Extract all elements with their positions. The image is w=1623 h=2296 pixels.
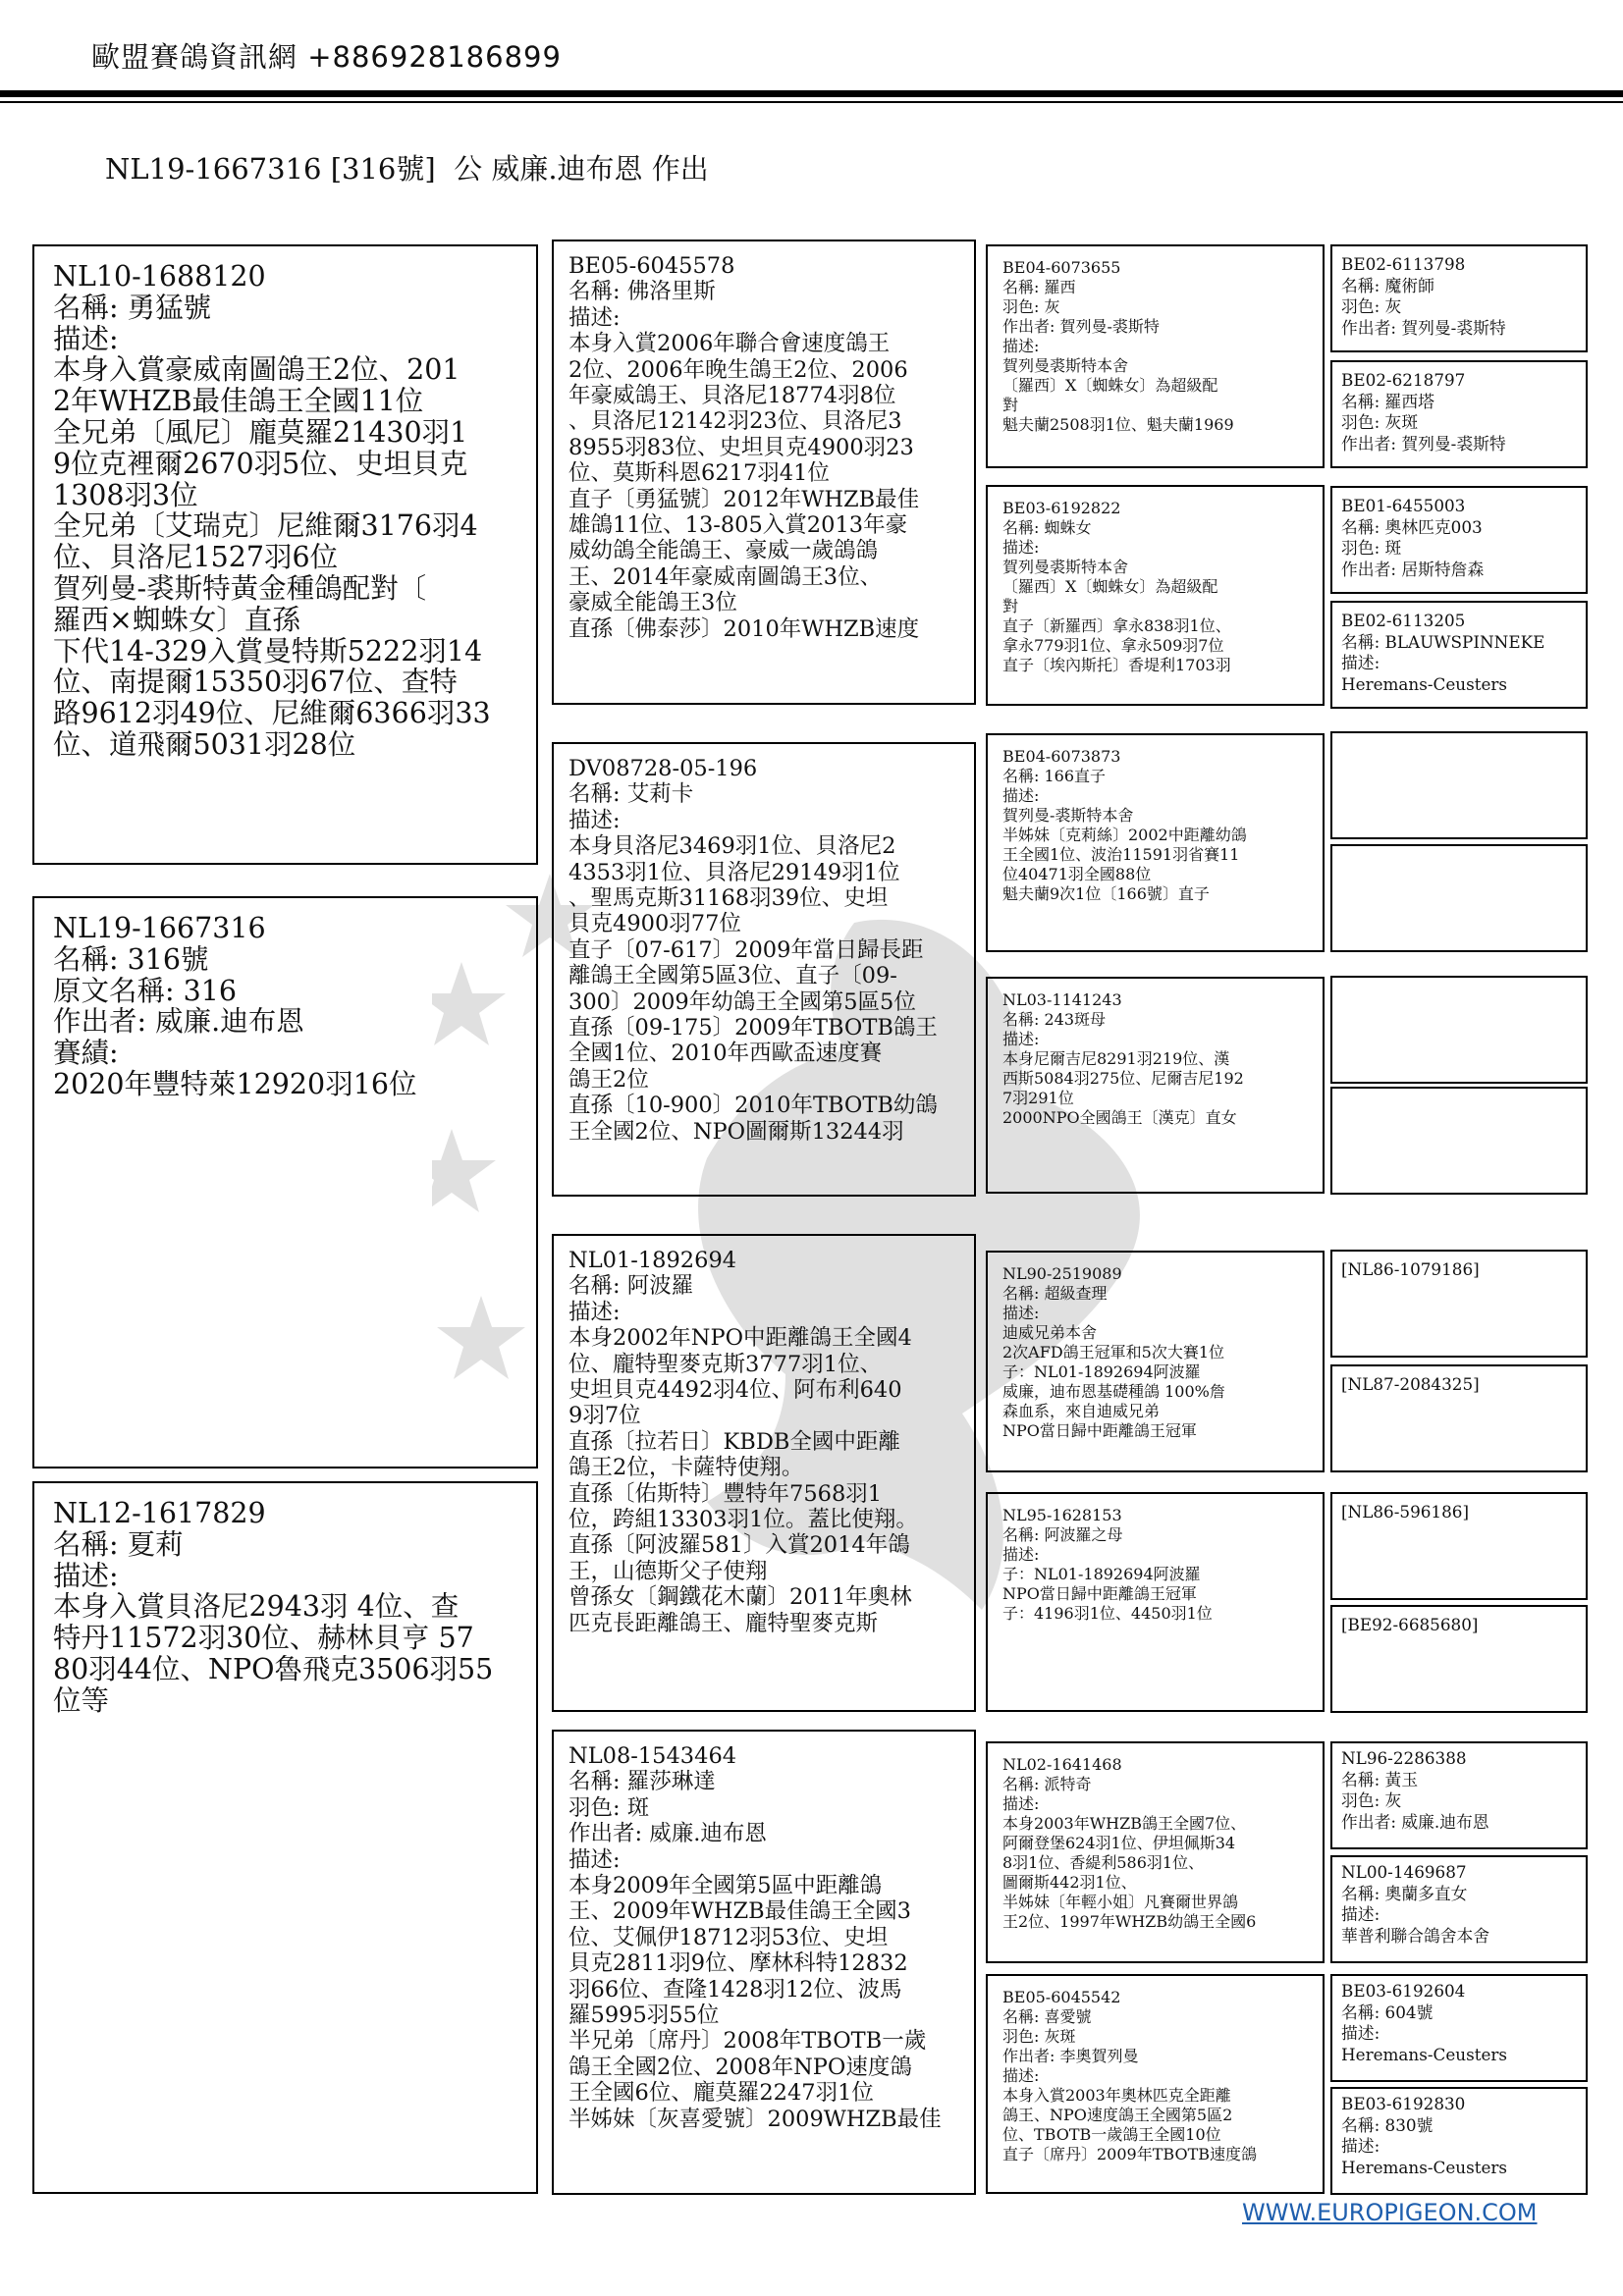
- pedigree-line: 匹克長距離鴿王、龐特聖麥克斯: [568, 1610, 879, 1636]
- pedigree-line: 賀列曼-裘斯特黃金種鴿配對〔: [53, 571, 427, 605]
- pedigree-line: 直子〔席丹〕2009年TBOTB速度鴿: [1002, 2145, 1257, 2163]
- pedigree-line: 阿爾登堡624羽1位、伊坦佩斯34: [1002, 1834, 1236, 1852]
- pedigree-line: 名稱: 羅西: [1002, 278, 1076, 296]
- pedigree-line: 直孫〔09-175〕2009年TBOTB鴿王: [568, 1015, 938, 1041]
- pedigree-line: 作出者: 賀列曼-裘斯特: [1341, 433, 1506, 454]
- pedigree-line: 8羽1位、香緹利586羽1位、: [1002, 1853, 1205, 1872]
- pedigree-line: 名稱: BLAUWSPINNEKE: [1341, 631, 1545, 652]
- pedigree-box-dsdd: [1330, 1605, 1588, 1713]
- pedigree-line: BE02-6113798: [1341, 254, 1466, 274]
- pedigree-line: BE04-6073655: [1002, 258, 1121, 277]
- pedigree-line: 直孫〔阿波羅581〕入賞2014年鴿: [568, 1532, 910, 1559]
- pedigree-line: 名稱: 超級查理: [1002, 1284, 1108, 1303]
- pedigree-box-sire-dam: [552, 742, 976, 1197]
- pedigree-line: 本身2002年NPO中距離鴿王全國4: [568, 1325, 912, 1352]
- pedigree-line: 8955羽83位、史坦貝克4900羽23: [568, 434, 914, 460]
- site-header: 歐盟賽鴿資訊網 +886928186899: [91, 40, 562, 74]
- pedigree-line: NL12-1617829: [53, 1497, 266, 1529]
- pedigree-line: 作出者: 威廉.迪布恩: [53, 1005, 304, 1039]
- pedigree-line: 描述:: [568, 807, 621, 833]
- pedigree-line: 魁夫蘭2508羽1位、魁夫蘭1969: [1002, 415, 1234, 434]
- pedigree-box-ddds: [1330, 1974, 1588, 2082]
- pedigree-line: 、聖馬克斯31168羽39位、史坦: [568, 885, 889, 912]
- pedigree-box-ssss: [1330, 244, 1588, 352]
- pedigree-line: 〔羅西〕X〔蜘蛛女〕為超級配: [1002, 376, 1218, 395]
- pedigree-line: 迪威兄弟本舍: [1002, 1323, 1098, 1342]
- pedigree-box-sdsd: [1330, 844, 1588, 952]
- pedigree-line: 子：4196羽1位、4450羽1位: [1002, 1604, 1213, 1623]
- pedigree-line: 羅5995羽55位: [568, 2002, 720, 2029]
- pedigree-line: Heremans-Ceusters: [1341, 2157, 1508, 2177]
- pedigree-line: 2年WHZB最佳鴿王全國11位: [53, 385, 424, 418]
- pedigree-title: NL19-1667316 [316號] 公 威廉.迪布恩 作出: [105, 152, 709, 186]
- pedigree-box-dsds: [1330, 1492, 1588, 1600]
- pedigree-line: 羅西×蜘蛛女〕直孫: [53, 603, 300, 636]
- pedigree-line: 位、貝洛尼1527羽6位: [53, 541, 339, 574]
- pedigree-line: 名稱: 243斑母: [1002, 1010, 1107, 1029]
- pedigree-line: 王2位、1997年WHZB幼鴿王全國6: [1002, 1912, 1257, 1931]
- pedigree-line: NL01-1892694: [568, 1248, 737, 1273]
- pedigree-line: 名稱: 830號: [1341, 2114, 1434, 2135]
- pedigree-line: 賽績:: [53, 1037, 119, 1070]
- pedigree-line: BE05-6045578: [568, 253, 735, 279]
- pedigree-line: 羽色: 灰: [1341, 1790, 1402, 1810]
- pedigree-line: 名稱: 喜愛號: [1002, 2007, 1092, 2026]
- pedigree-line: [BE92-6685680]: [1341, 1615, 1479, 1634]
- pedigree-line: Heremans-Ceusters: [1341, 673, 1508, 694]
- pedigree-box-dddd: [1330, 2087, 1588, 2195]
- pedigree-line: 描述:: [568, 1846, 621, 1873]
- pedigree-line: 本身貝洛尼3469羽1位、貝洛尼2: [568, 833, 896, 860]
- pedigree-line: 直子〔新羅西〕拿永838羽1位、: [1002, 616, 1231, 635]
- pedigree-line: BE02-6113205: [1341, 611, 1466, 630]
- pedigree-line: 貝克2811羽9位、摩林科特12832: [568, 1950, 908, 1977]
- pedigree-box-dds: [986, 1741, 1325, 1963]
- pedigree-line: 雄鴿11位、13-805入賞2013年豪: [568, 512, 908, 539]
- pedigree-line: 羽色: 斑: [1341, 538, 1402, 558]
- pedigree-line: BE05-6045542: [1002, 1988, 1121, 2006]
- pedigree-line: 子：NL01-1892694阿波羅: [1002, 1362, 1201, 1381]
- pedigree-line: 直孫〔佛泰莎〕2010年WHZB速度: [568, 615, 920, 642]
- pedigree-line: 描述:: [1002, 786, 1040, 805]
- pedigree-line: 西斯5084羽275位、尼爾吉尼192: [1002, 1069, 1244, 1088]
- pedigree-line: 80羽44位、NPO魯飛克3506羽55: [53, 1652, 494, 1685]
- pedigree-line: 年豪威鴿王、貝洛尼18774羽8位: [568, 383, 896, 409]
- pedigree-line: 作出者: 李奧賀列曼: [1002, 2047, 1139, 2065]
- pedigree-line: 半姊妹〔年輕小姐〕凡賽爾世界鴿: [1002, 1893, 1239, 1911]
- pedigree-line: NL19-1667316: [53, 912, 266, 944]
- pedigree-line: 羽色: 灰: [1341, 296, 1402, 316]
- pedigree-line: 華普利聯合鴿舍本舍: [1341, 1925, 1490, 1946]
- pedigree-line: 直孫〔拉若日〕KBDB全國中距離: [568, 1428, 900, 1455]
- pedigree-line: 羽色: 灰斑: [1341, 412, 1419, 432]
- pedigree-line: 位，跨組13303羽1位。蓋比使翔。: [568, 1507, 918, 1533]
- pedigree-line: 、貝洛尼12142羽23位、貝洛尼3: [568, 408, 902, 435]
- pedigree-line: 路9612羽49位、尼維爾6366羽33: [53, 697, 491, 730]
- pedigree-line: 作出者: 賀列曼-裘斯特: [1002, 317, 1160, 336]
- pedigree-line: 半姊妹〔克莉絲〕2002中距離幼鴿: [1002, 826, 1247, 844]
- header-rule-thin: [0, 101, 1623, 103]
- pedigree-line: 賀列曼-裘斯特本舍: [1002, 806, 1134, 825]
- pedigree-line: NPO當日歸中距離鴿王冠軍: [1002, 1584, 1197, 1603]
- pedigree-line: 圖爾斯442羽1位、: [1002, 1873, 1137, 1892]
- pedigree-box-subject: [32, 896, 538, 1468]
- pedigree-line: 直孫〔佑斯特〕豐特年7568羽1: [568, 1480, 883, 1507]
- pedigree-box-dsd: [986, 1492, 1325, 1712]
- pedigree-line: 2000NPO全國鴿王〔漢克〕直女: [1002, 1108, 1237, 1127]
- pedigree-box-ddss: [1330, 1741, 1588, 1849]
- pedigree-line: 鴿王全國2位、2008年NPO速度鴿: [568, 2054, 912, 2080]
- pedigree-box-dssd: [1330, 1364, 1588, 1472]
- pedigree-line: 描述:: [1002, 1794, 1040, 1813]
- pedigree-line: 名稱: 奧林匹克003: [1341, 516, 1483, 537]
- pedigree-line: 作出者: 威廉.迪布恩: [1341, 1811, 1489, 1832]
- pedigree-line: 名稱: 166直子: [1002, 767, 1107, 785]
- pedigree-line: 本身入賞貝洛尼2943羽 4位、查: [53, 1590, 460, 1624]
- pedigree-line: 名稱: 阿波羅之母: [1002, 1525, 1123, 1544]
- pedigree-line: 鴿王2位，卡薩特使翔。: [568, 1455, 804, 1481]
- pedigree-line: 賀列曼裘斯特本舍: [1002, 356, 1129, 375]
- pedigree-line: 史坦貝克4492羽4位、阿布利640: [568, 1377, 902, 1404]
- pedigree-line: 位、龐特聖麥克斯3777羽1位、: [568, 1351, 883, 1377]
- pedigree-line: 名稱: 佛洛里斯: [568, 279, 716, 305]
- pedigree-line: 1308羽3位: [53, 478, 198, 511]
- pedigree-line: [NL87-2084325]: [1341, 1374, 1480, 1394]
- pedigree-line: 貝克4900羽77位: [568, 911, 741, 937]
- pedigree-line: [NL86-596186]: [1341, 1502, 1470, 1522]
- pedigree-line: NL03-1141243: [1002, 990, 1122, 1009]
- pedigree-line: BE03-6192830: [1341, 2094, 1466, 2113]
- pedigree-line: 離鴿王全國第5區3位、直子〔09-: [568, 963, 897, 989]
- pedigree-line: 描述:: [53, 322, 119, 355]
- pedigree-line: 〔羅西〕X〔蜘蛛女〕為超級配: [1002, 577, 1218, 596]
- pedigree-line: NL00-1469687: [1341, 1862, 1467, 1882]
- pedigree-line: 王全國1位、波治11591羽省賽11: [1002, 845, 1240, 864]
- pedigree-box-dam-sire: [552, 1234, 976, 1712]
- pedigree-line: 名稱: 604號: [1341, 2002, 1434, 2022]
- pedigree-line: 對: [1002, 396, 1019, 414]
- pedigree-line: 描述:: [1341, 2023, 1380, 2043]
- pedigree-line: 位、TBOTB一歲鴿王全國10位: [1002, 2125, 1221, 2144]
- pedigree-line: 王、2014年豪威南圖鴿王3位、: [568, 563, 883, 590]
- pedigree-line: 9位克裡爾2670羽5位、史坦貝克: [53, 447, 468, 480]
- pedigree-line: 王、2009年WHZB最佳鴿王全國3: [568, 1898, 911, 1925]
- pedigree-box-sdss: [1330, 731, 1588, 839]
- pedigree-line: NL96-2286388: [1341, 1748, 1467, 1768]
- pedigree-line: 本身入賞豪威南圖鴿王2位、201: [53, 353, 460, 387]
- pedigree-box-ssd: [986, 485, 1325, 706]
- pedigree-line: 羽66位、查隆1428羽12位、波馬: [568, 1976, 902, 2002]
- pedigree-line: 特丹11572羽30位、赫林貝亨 57: [53, 1622, 474, 1655]
- pedigree-line: 名稱: 羅莎琳達: [568, 1769, 716, 1795]
- pedigree-line: 本身2003年WHZB鴿王全國7位、: [1002, 1814, 1247, 1833]
- pedigree-line: 描述:: [568, 1299, 621, 1325]
- pedigree-line: 鴿王、NPO速度鴿王全國第5區2: [1002, 2106, 1233, 2124]
- pedigree-line: 直孫〔10-900〕2010年TBOTB幼鴿: [568, 1093, 938, 1119]
- pedigree-line: 300〕2009年幼鴿王全國第5區5位: [568, 988, 916, 1015]
- pedigree-line: 曾孫女〔鋼鐵花木蘭〕2011年奧林: [568, 1584, 912, 1611]
- pedigree-box-dss: [986, 1251, 1325, 1472]
- pedigree-line: 王全國6位、龐莫羅2247羽1位: [568, 2080, 874, 2107]
- pedigree-line: 2位、2006年晚生鴿王2位、2006: [568, 356, 908, 383]
- pedigree-line: NL08-1543464: [568, 1743, 737, 1769]
- pedigree-line: 名稱: 316號: [53, 942, 209, 976]
- pedigree-box-ssdd: [1330, 601, 1588, 709]
- pedigree-line: 對: [1002, 597, 1019, 615]
- pedigree-line: 7羽291位: [1002, 1089, 1074, 1107]
- header-rule-thick: [0, 90, 1623, 97]
- pedigree-line: 直子〔埃內斯托〕香堤利1703羽: [1002, 656, 1231, 674]
- pedigree-line: 名稱: 黃玉: [1341, 1769, 1419, 1789]
- pedigree-line: 名稱: 羅西塔: [1341, 391, 1434, 411]
- pedigree-line: 羽色: 灰: [1002, 297, 1060, 316]
- pedigree-line: 位、艾佩伊18712羽53位、史坦: [568, 1924, 889, 1950]
- pedigree-line: 全兄弟〔艾瑞克〕尼維爾3176羽4: [53, 509, 478, 543]
- pedigree-line: 直子〔07-617〕2009年當日歸長距: [568, 936, 924, 963]
- pedigree-box-sddd: [1330, 1087, 1588, 1195]
- pedigree-line: 賀列曼裘斯特本舍: [1002, 558, 1129, 576]
- pedigree-line: BE01-6455003: [1341, 496, 1466, 515]
- pedigree-line: 描述:: [1002, 337, 1040, 355]
- pedigree-line: 原文名稱: 316: [53, 974, 238, 1007]
- pedigree-line: 本身入賞2006年聯合會速度鴿王: [568, 331, 891, 357]
- pedigree-line: 名稱: 魔術師: [1341, 275, 1434, 295]
- pedigree-line: 描述:: [1002, 2066, 1040, 2085]
- pedigree-line: 鴿王2位: [568, 1066, 649, 1093]
- pedigree-line: 位等: [53, 1683, 110, 1717]
- pedigree-line: 本身2009年全國第5區中距離鴿: [568, 1873, 883, 1899]
- pedigree-line: 描述:: [1002, 1545, 1040, 1564]
- pedigree-line: BE02-6218797: [1341, 370, 1466, 390]
- pedigree-line: 豪威全能鴿王3位: [568, 590, 737, 616]
- pedigree-box-dsss: [1330, 1250, 1588, 1358]
- pedigree-line: 直子〔勇猛號〕2012年WHZB最佳: [568, 486, 920, 512]
- pedigree-line: 全兄弟〔風尼〕龐莫羅21430羽1: [53, 415, 468, 449]
- pedigree-line: NL95-1628153: [1002, 1506, 1122, 1524]
- pedigree-box-dam: [32, 1481, 538, 2194]
- pedigree-line: 王全國2位、NPO圖爾斯13244羽: [568, 1118, 904, 1145]
- pedigree-line: 描述:: [1341, 2136, 1380, 2156]
- pedigree-line: 子：NL01-1892694阿波羅: [1002, 1565, 1201, 1583]
- pedigree-line: 名稱: 夏莉: [53, 1527, 184, 1561]
- pedigree-line: 作出者: 賀列曼-裘斯特: [1341, 317, 1506, 338]
- pedigree-box-ddsd: [1330, 1855, 1588, 1963]
- pedigree-line: 拿永779羽1位、拿永509羽7位: [1002, 636, 1224, 655]
- pedigree-line: 羽色: 斑: [568, 1794, 650, 1821]
- pedigree-line: NL02-1641468: [1002, 1755, 1122, 1774]
- pedigree-line: 4353羽1位、貝洛尼29149羽1位: [568, 859, 900, 885]
- pedigree-line: 位、道飛爾5031羽28位: [53, 727, 356, 761]
- pedigree-line: 半兄弟〔席丹〕2008年TBOTB一歲: [568, 2028, 927, 2055]
- pedigree-box-sdd: [986, 977, 1325, 1194]
- pedigree-line: 本身尼爾吉尼8291羽219位、漢: [1002, 1049, 1230, 1068]
- pedigree-box-sire: [32, 244, 538, 865]
- pedigree-line: 下代14-329入賞曼特斯5222羽14: [53, 634, 483, 667]
- pedigree-line: 魁夫蘭9次1位〔166號〕直子: [1002, 884, 1210, 903]
- pedigree-box-ssds: [1330, 486, 1588, 594]
- pedigree-line: 位、南提爾15350羽67位、查特: [53, 666, 458, 699]
- pedigree-line: 9羽7位: [568, 1403, 641, 1429]
- pedigree-line: 威廉，迪布恩基礎種鴿 100%詹: [1002, 1382, 1225, 1401]
- pedigree-line: BE03-6192604: [1341, 1981, 1466, 2001]
- pedigree-box-sdds: [1330, 976, 1588, 1084]
- pedigree-box-sssd: [1330, 360, 1588, 468]
- pedigree-line: 名稱: 勇猛號: [53, 291, 212, 324]
- pedigree-line: 2020年豐特萊12920羽16位: [53, 1067, 417, 1100]
- pedigree-line: 全國1位、2010年西歐盃速度賽: [568, 1041, 883, 1067]
- pedigree-line: [NL86-1079186]: [1341, 1259, 1480, 1279]
- pedigree-line: 描述:: [1002, 1030, 1040, 1048]
- pedigree-line: 本身入賞2003年奧林匹克全距離: [1002, 2086, 1231, 2105]
- pedigree-line: 名稱: 艾莉卡: [568, 781, 694, 808]
- pedigree-box-sds: [986, 733, 1325, 952]
- pedigree-line: 作出者: 威廉.迪布恩: [568, 1821, 767, 1847]
- pedigree-line: 2次AFD鴿王冠軍和5次大賽1位: [1002, 1343, 1225, 1362]
- pedigree-line: 描述:: [1341, 1904, 1380, 1924]
- pedigree-line: 描述:: [568, 304, 621, 331]
- pedigree-line: 描述:: [1341, 653, 1380, 672]
- pedigree-line: 位、莫斯科恩6217羽41位: [568, 460, 830, 487]
- pedigree-line: 羽色: 灰斑: [1002, 2027, 1076, 2046]
- pedigree-box-ddd: [986, 1974, 1325, 2194]
- pedigree-line: 王，山德斯父子使翔: [568, 1558, 768, 1584]
- pedigree-line: NPO當日歸中距離鴿王冠軍: [1002, 1421, 1197, 1440]
- pedigree-line: 森血系，來自迪威兄弟: [1002, 1402, 1161, 1420]
- pedigree-line: BE03-6192822: [1002, 499, 1121, 517]
- pedigree-line: DV08728-05-196: [568, 756, 758, 781]
- pedigree-line: 作出者: 居斯特詹森: [1341, 559, 1485, 579]
- footer-url-link[interactable]: WWW.EUROPIGEON.COM: [1242, 2199, 1538, 2226]
- pedigree-box-dam-dam: [552, 1730, 976, 2195]
- pedigree-line: Heremans-Ceusters: [1341, 2044, 1508, 2064]
- pedigree-line: 名稱: 阿波羅: [568, 1273, 694, 1300]
- pedigree-line: 半姊妹〔灰喜愛號〕2009WHZB最佳: [568, 2106, 942, 2132]
- pedigree-line: NL10-1688120: [53, 260, 266, 293]
- pedigree-line: 描述:: [1002, 1304, 1040, 1322]
- pedigree-box-sss: [986, 244, 1325, 468]
- pedigree-box-sire-sire: [552, 240, 976, 705]
- pedigree-line: 名稱: 蜘蛛女: [1002, 518, 1092, 537]
- pedigree-line: 名稱: 派特奇: [1002, 1775, 1092, 1793]
- pedigree-line: 位40471羽全國88位: [1002, 865, 1152, 883]
- pedigree-line: 描述:: [53, 1559, 119, 1592]
- pedigree-line: NL90-2519089: [1002, 1264, 1122, 1283]
- pedigree-line: 名稱: 奧蘭多直女: [1341, 1883, 1468, 1903]
- pedigree-line: 描述:: [1002, 538, 1040, 557]
- pedigree-line: 威幼鴿全能鴿王、豪威一歲鴿鴿: [568, 538, 879, 564]
- pedigree-line: BE04-6073873: [1002, 747, 1121, 766]
